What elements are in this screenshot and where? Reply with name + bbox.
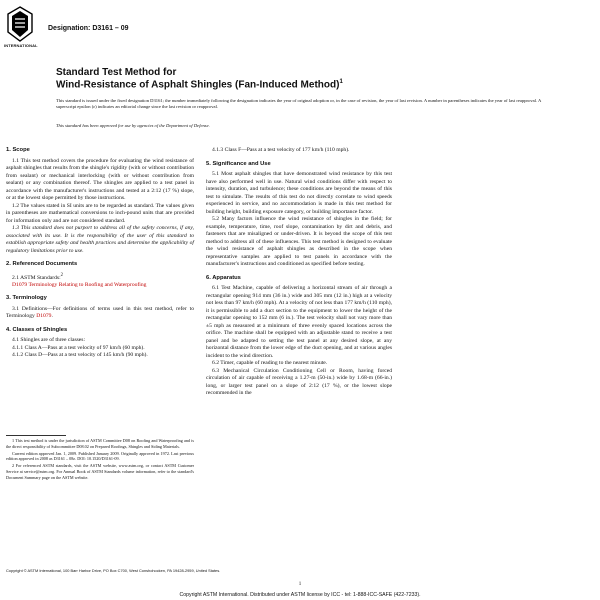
section-heading-scope: 1. Scope bbox=[6, 147, 30, 153]
paragraph-2-1 bbox=[6, 272, 194, 282]
right-column bbox=[206, 147, 392, 398]
reference-d1079 bbox=[6, 282, 194, 290]
paragraph-3-1-end: . bbox=[51, 313, 53, 320]
title-line-1: Standard Test Method for bbox=[56, 67, 177, 78]
paragraph-4-1-2: 4.1.2 Class D—Pass at a test velocity of 145 km/h (90 mph). bbox=[12, 352, 148, 359]
left-column bbox=[6, 147, 194, 360]
section-heading-referenced-documents: 2. Referenced Documents bbox=[6, 261, 78, 267]
paragraph-4-1: 4.1 Shingles are of three classes: bbox=[12, 337, 86, 344]
logo-label: INTERNATIONAL bbox=[4, 43, 38, 48]
footnote-divider bbox=[6, 435, 66, 436]
paragraph-1-2: 1.2 The values stated in SI units are to be regarded as standard. The values given in parentheses are mathematical conversions to inch-pound units that are provided for information only and are not considered standard. bbox=[6, 202, 194, 224]
approval-note: This standard has been approved for use by agencies of the Department of Defense. bbox=[56, 123, 210, 128]
footnote-1: 1 This test method is under the jurisdiction of ASTM Committee D08 on Roofing and Waterproofing and is the direct responsibility of Subcommittee D08.02 on Prepared Roofings, Shingles and Siding Materials. bbox=[6, 438, 194, 449]
paragraph-6-1: 6.1 Test Machine, capable of delivering a horizontal stream of air through a rectangular opening 914 mm (36 in.) wide and 305 mm (12 in.) high at a velocity not less than 97 km/h (60 mph). At a velocity of not less than 177 km/h (110 mph), it is permissible to add a duct section to the equipment to lower the height of the rectangular opening to 152 mm (6 in.). The test velocity shall not vary more than ±5 mph as measured at a minimum of three evenly spaced locations across the orifice. The machine shall be equipped with an adjustable stand to receive a test panel and be adapted to setting the test panel at any desired slope, at any horizontal distance from the lower edge of the duct opening, and at various angles incident to the wind direction. bbox=[206, 285, 392, 359]
paragraph-5-1: 5.1 Most asphalt shingles that have demonstrated wind resistance by this test have also performed well in use. Natural wind conditions differ with respect to intensity, duration, and turbulence; these conditions are beyond the means of this test to simulate. The results of this test do not directly correlate to wind speeds experienced in service, and no accommodation is made in this test method for building height, building exposure category, or building importance factor. bbox=[206, 171, 392, 215]
license-bar: Copyright ASTM International. Distributed under ASTM license by ICC - tel: 1-888-ICC-SAFE (422-7233). bbox=[179, 592, 421, 598]
designation: Designation: D3161 – 09 bbox=[48, 25, 129, 32]
reference-code-link[interactable]: D1079 bbox=[12, 281, 28, 288]
paragraph-3-1-text: 3.1 Definitions—For definitions of terms used in this test method, refer to Terminology bbox=[6, 305, 194, 320]
paragraph-3-1 bbox=[6, 306, 194, 321]
paragraph-4-1-1: 4.1.1 Class A—Pass at a test velocity of 97 km/h (60 mph). bbox=[12, 344, 145, 351]
reference-title-link[interactable]: Terminology Relating to Roofing and Waterproofing bbox=[27, 281, 147, 288]
terminology-link[interactable]: D1079 bbox=[36, 313, 52, 320]
footnotes bbox=[6, 438, 194, 482]
section-heading-apparatus: 6. Apparatus bbox=[206, 274, 241, 281]
footnote-2: 2 For referenced ASTM standards, visit the ASTM website, www.astm.org, or contact ASTM Customer Service at service@astm.org. For Annual Book of ASTM Standards volume information, refer to the standard's Document Summary page on the ASTM website. bbox=[6, 463, 194, 480]
paragraph-5-2: 5.2 Many factors influence the wind resistance of shingles in the field; for example, temperature, time, roof slope, contamination by dirt and debris, and fasteners that are misaligned or under-driven. It is beyond the scope of this test method to address all of these influences. This test method is designed to evaluate the wind resistance of asphalt shingles as described in the scope when representative samples are applied to test panels in accordance with the manufacturer's instructions and conditioned as specified before testing. bbox=[206, 216, 392, 267]
astm-standards-label: 2.1 ASTM Standards: bbox=[12, 274, 61, 281]
footnote-ref-2: 2 bbox=[60, 272, 63, 278]
paragraph-1-1: 1.1 This test method covers the procedure for evaluating the wind resistance of asphalt shingles that results from the shingle's rigidity (with or without contribution from sealant) or mechanical interlocking (with or without contribution from sealant) or any combination thereof. The shingles are applied to a test panel in accordance with the manufacturer's instructions and tested at a 2:12 (17 %) slope, or at the lowest slope permitted by those instructions. bbox=[6, 157, 194, 201]
paragraph-6-2: 6.2 Timer, capable of reading to the nearest minute. bbox=[212, 360, 328, 366]
title-line-2 bbox=[56, 79, 343, 90]
section-heading-significance: 5. Significance and Use bbox=[206, 160, 271, 167]
title-footnote-ref: 1 bbox=[339, 79, 343, 85]
section-heading-classes: 4. Classes of Shingles bbox=[6, 326, 68, 333]
paragraph-4-1-3: 4.1.3 Class F—Pass at a test velocity of 177 km/h (110 mph). bbox=[212, 147, 350, 153]
copyright-line: Copyright © ASTM International, 100 Barr Harbor Drive, PO Box C700, West Conshohocken, PA 19428-2959, United States. bbox=[6, 568, 221, 573]
footnote-1-edition: Current edition approved Jan. 1, 2009. Published January 2009. Originally approved in 1972. Last previous edition approved in 2008 as D3161 – 08ε. DOI: 10.1520/D3161-09. bbox=[6, 450, 194, 462]
astm-logo-icon bbox=[6, 6, 34, 42]
paragraph-1-3: 1.3 This standard does not purport to address all of the safety concerns, if any, associated with its use. It is the responsibility of the user of this standard to establish appropriate safety and health practices and determine the applicability of regulatory limitations prior to use. bbox=[6, 225, 194, 254]
paragraph-6-3: 6.3 Mechanical Circulation Conditioning Cell or Room, having forced circulation of air capable of receiving a 1.27-m (50-in.) wide by 1.68-m (66-in.) long, or larger test panel on a slope of 2:12 (17 %), or the lowest slope recommended in the bbox=[206, 367, 392, 396]
title-text: Wind-Resistance of Asphalt Shingles (Fan-Induced Method) bbox=[56, 79, 340, 91]
issue-note: This standard is issued under the fixed designation D3161; the number immediately following the designation indicates the year of original adoption or, in the case of revision, the year of last revision. A number in parentheses indicates the year of last reapproval. A superscript epsilon (ε) indicates an editorial change since the last revision or reapproval. bbox=[56, 98, 542, 110]
section-heading-terminology: 3. Terminology bbox=[6, 295, 47, 302]
page-number: 1 bbox=[298, 582, 302, 587]
